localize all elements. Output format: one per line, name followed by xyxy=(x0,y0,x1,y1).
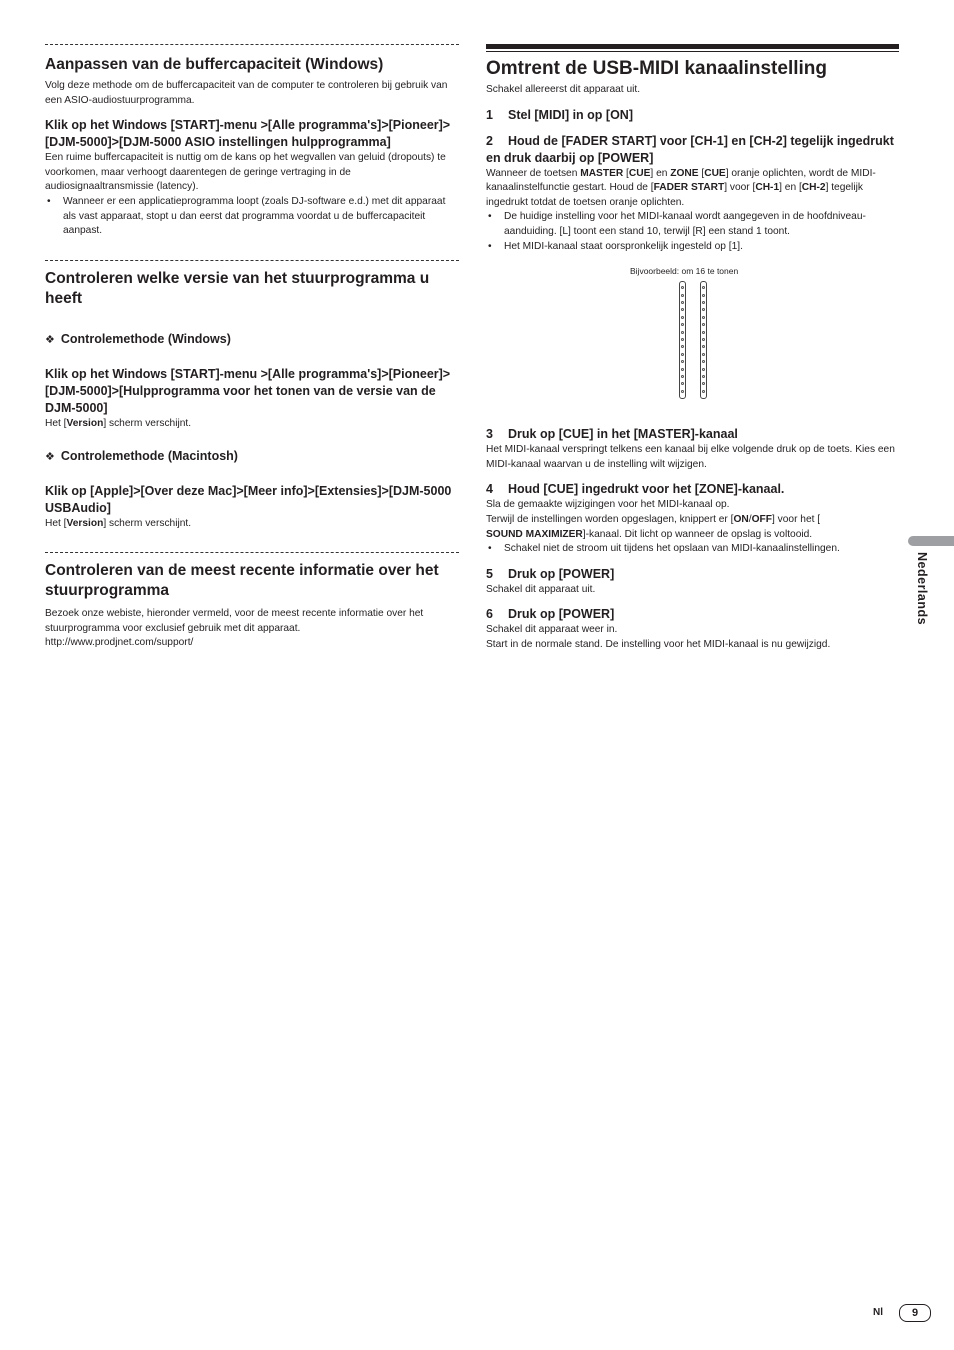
right-column xyxy=(486,44,899,653)
list-item: • Wanneer er een applicatieprogramma loopt (zoals DJ-software e.d.) met dit apparaat als vast apparaat, stopt u dan eerst dat programma voordat u de buffercapaciteit aanpast. xyxy=(45,195,459,239)
meter-led xyxy=(681,382,684,385)
meter-led xyxy=(681,294,684,297)
meter-led xyxy=(681,323,684,326)
list-item: • Schakel niet de stroom uit tijdens het opslaan van MIDI-kanaalinstellingen. xyxy=(486,542,899,557)
meter-led xyxy=(702,390,705,393)
buffer-intro: Volg deze methode om de buffercapaciteit van de computer te controleren bij gebruik van een ASIO-audiostuurprogramma. xyxy=(45,80,448,106)
meter-led xyxy=(681,360,684,363)
step-2-bullets xyxy=(486,210,899,254)
figure-caption: Bijvoorbeeld: om 16 te tonen xyxy=(630,266,739,277)
meter-led xyxy=(681,331,684,334)
meter-led xyxy=(681,368,684,371)
language-tab-label: Nederlands xyxy=(915,552,929,626)
support-url[interactable]: http://www.prodjnet.com/support/ xyxy=(45,637,194,649)
step-6-line-1: Schakel dit apparaat weer in. xyxy=(486,624,618,636)
meter-led xyxy=(681,286,684,289)
latest-info-body: Bezoek onze webiste, hieronder vermeld, voor de meest recente informatie over het stuurprogramma voor exclusief gebruik met dit apparaat. xyxy=(45,607,424,634)
meter-led xyxy=(681,375,684,378)
mac-method-heading xyxy=(45,448,459,465)
meter-led xyxy=(702,345,705,348)
section-divider xyxy=(45,44,459,45)
level-meter-right xyxy=(700,281,707,399)
page-title: Omtrent de USB-MIDI kanaalinstelling xyxy=(486,58,827,79)
diamond-icon: ❖ xyxy=(45,451,55,464)
step-4-line-2: Terwijl de instellingen worden opgeslagen, knippert er [ON/OFF] voor het [ xyxy=(486,513,821,525)
meter-led xyxy=(702,308,705,311)
step-4: 4 Houd [CUE] ingedrukt voor het [ZONE]-kanaal. xyxy=(486,482,785,497)
left-column xyxy=(45,44,459,651)
step-2-body: Wanneer de toetsen MASTER [CUE] en ZONE [CUE] oranje oplichten, wordt de MIDI-kanaalinstelfunctie gestart. Houd de [FADER START] voor [CH-1] en [CH-2] tegelijk ingedrukt totdat de toetsen oranje oplichten. xyxy=(486,167,876,208)
step-1: 1 Stel [MIDI] in op [ON] xyxy=(486,107,633,122)
step-5-body: Schakel dit apparaat uit. xyxy=(486,583,596,595)
mac-method-label: Controlemethode (Macintosh) xyxy=(60,449,238,464)
heading-rule xyxy=(486,44,899,49)
level-meter-figure xyxy=(486,266,899,416)
section-divider xyxy=(45,260,459,261)
meter-led xyxy=(702,353,705,356)
meter-led xyxy=(702,338,705,341)
meter-led xyxy=(702,286,705,289)
meter-led xyxy=(702,331,705,334)
section-divider xyxy=(45,552,459,553)
midi-intro: Schakel allereerst dit apparaat uit. xyxy=(486,84,641,95)
meter-led xyxy=(702,301,705,304)
meter-led xyxy=(702,375,705,378)
step-3: 3 Druk op [CUE] in het [MASTER]-kanaal xyxy=(486,427,738,442)
section-title-buffer: Aanpassen van de buffercapaciteit (Windows) xyxy=(45,56,384,73)
list-item: • Het MIDI-kanaal staat oorspronkelijk ingesteld op [1]. xyxy=(486,240,899,255)
windows-method-heading xyxy=(45,331,459,348)
buffer-step: Klik op het Windows [START]-menu >[Alle programma's]>[Pioneer]>[DJM-5000]>[DJM-5000 ASIO instellingen hulpprogramma] xyxy=(45,118,451,150)
meter-led xyxy=(702,294,705,297)
language-tab xyxy=(908,536,954,546)
section-title-latest-info: Controleren van de meest recente informatie over het stuurprogramma xyxy=(45,561,439,599)
buffer-bullets xyxy=(45,195,459,239)
step-3-body: Het MIDI-kanaal verspringt telkens een kanaal bij elke volgende druk op de toets. Kies een MIDI-kanaal waarvan u de instelling wilt wijzigen. xyxy=(486,444,895,470)
step-4-bullets xyxy=(486,542,899,557)
heading-rule-thin xyxy=(486,51,899,52)
step-5: 5 Druk op [POWER] xyxy=(486,566,615,581)
windows-method-label: Controlemethode (Windows) xyxy=(60,331,231,346)
meter-led xyxy=(702,368,705,371)
meter-led xyxy=(681,308,684,311)
meter-led xyxy=(681,390,684,393)
windows-version-note: Het [Version] scherm verschijnt. xyxy=(45,417,192,429)
meter-led xyxy=(702,316,705,319)
meter-led xyxy=(702,360,705,363)
level-meter-left xyxy=(679,281,686,399)
step-6-line-2: Start in de normale stand. De instelling voor het MIDI-kanaal is nu gewijzigd. xyxy=(486,638,831,650)
meter-led xyxy=(681,316,684,319)
meter-led xyxy=(681,338,684,341)
meter-led xyxy=(702,323,705,326)
step-4-line-1: Sla de gemaakte wijzigingen voor het MIDI-kanaal op. xyxy=(486,499,730,511)
page-number: 9 xyxy=(899,1304,931,1322)
diamond-icon: ❖ xyxy=(45,333,55,346)
meter-led xyxy=(702,382,705,385)
meter-led xyxy=(681,353,684,356)
buffer-body: Een ruime buffercapaciteit is nuttig om de kans op het wegvallen van geluid (dropouts) te voorkomen, maar verhoogt daarentegen de geringe vertraging in de audiosignaaltransmissie (latency). xyxy=(45,152,446,193)
list-item: • De huidige instelling voor het MIDI-kanaal wordt aangegeven in de hoofdniveau-aanduiding. [L] toont een stand 10, terwijl [R] een stand 1 toont. xyxy=(486,210,899,239)
step-6: 6 Druk op [POWER] xyxy=(486,607,615,622)
mac-version-step: Klik op [Apple]>[Over deze Mac]>[Meer info]>[Extensies]>[DJM-5000 USBAudio] xyxy=(45,484,452,516)
meter-led xyxy=(681,301,684,304)
mac-version-note: Het [Version] scherm verschijnt. xyxy=(45,518,192,530)
meter-led xyxy=(681,345,684,348)
section-title-version: Controleren welke versie van het stuurprogramma u heeft xyxy=(45,269,430,307)
step-4-line-3: SOUND MAXIMIZER]-kanaal. Dit licht op wanneer de opslag is voltooid. xyxy=(486,528,813,540)
step-2: 2 Houd de [FADER START] voor [CH-1] en [CH-2] tegelijk ingedrukt en druk daarbij op [POWER] xyxy=(486,133,894,165)
footer-language-code: Nl xyxy=(873,1307,883,1318)
windows-version-step: Klik op het Windows [START]-menu >[Alle programma's]>[Pioneer]>[DJM-5000]>[Hulpprogramma voor het tonen van de versie van de DJM-5000] xyxy=(45,366,451,415)
